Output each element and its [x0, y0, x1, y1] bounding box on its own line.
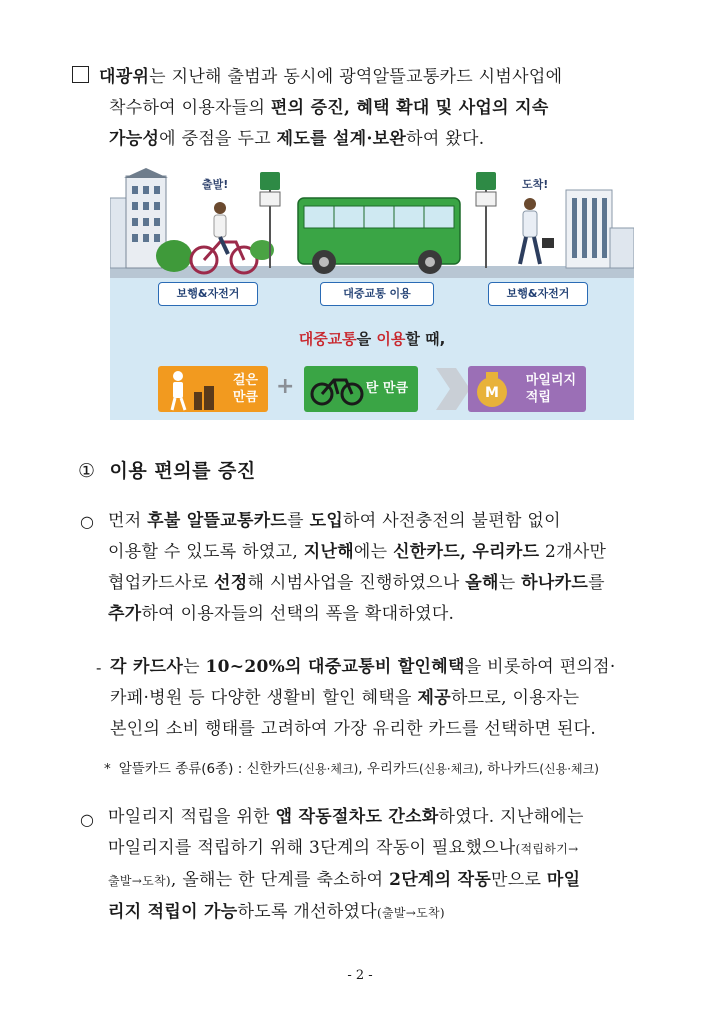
infographic-title: 대중교통을 이용할 때, — [298, 330, 446, 348]
bullet-marker-1: ○ — [80, 512, 94, 531]
dash-paragraph: 각 카드사는 10~20%의 대중교통비 할인혜택을 비롯하여 편의점· 카페·병원 등 다양한 생활비 할인 혜택을 제공하므로, 이용자는 본인의 소비 행태를 고려하여 가장 유리한 카드를 선택하면 된다. — [110, 657, 616, 739]
bullet-marker-2: ○ — [80, 810, 94, 829]
transit-infographic — [110, 168, 634, 420]
coin-bag-icon — [472, 366, 516, 412]
section-heading — [78, 456, 256, 483]
walk-amount-box: 걸은 만큼 — [158, 366, 268, 412]
label-walk-bike-2: 보행&자전거 — [488, 282, 588, 306]
green-bus — [298, 198, 460, 274]
intro-line-2: 착수하여 이용자들의 편의 증진, 혜택 확대 및 사업의 지속 — [109, 98, 549, 118]
square-bullet-icon — [72, 66, 89, 83]
intro-bold-org: 대광위 — [99, 67, 150, 87]
intro-text: 는 지난해 출범과 동시에 광역알뜰교통카드 시범사업에 — [149, 67, 563, 87]
start-tag: 출발! — [202, 178, 229, 191]
bike-amount-box: 탄 만큼 — [304, 366, 418, 412]
bullet-paragraph-2: 마일리지 적립을 위한 앱 작동절차도 간소화하였다. 지난해에는 마일리지를 적립하기 위해 3단계의 작동이 필요했으나(적립하기→ 출발→도착), 올해는 한 단계를 축소하여 2단계의 작동만으로 마일 리지 적립이 가능하도록 개선하였다(출발→도착) — [108, 807, 584, 922]
bullet-paragraph-1: 먼저 후불 알뜰교통카드를 도입하여 사전충전의 불편함 없이 이용할 수 있도록 하였고, 지난해에는 신한카드, 우리카드 2개사만 협업카드사로 선정해 시범사업을 진행하였으나 올해는 하나카드를 추가하여 이용자들의 선택의 폭을 확대하였다. — [108, 511, 607, 624]
intro-line-3: 가능성에 중점을 두고 제도를 설계·보완하여 왔다. — [109, 129, 485, 149]
walking-person-icon — [162, 366, 218, 412]
label-transit: 대중교통 이용 — [320, 282, 434, 306]
section-title: 이용 편의를 증진 — [109, 460, 256, 482]
coin-letter: M — [485, 385, 499, 401]
bicycle-icon — [308, 366, 368, 412]
mileage-box: M 마일리지 적립 — [468, 366, 586, 412]
card-types-note: * 알뜰카드 종류(6종) : 신한카드(신용·체크), 우리카드(신용·체크), 하나카드(신용·체크) — [104, 761, 599, 777]
page-number: - 2 - — [347, 968, 373, 983]
label-walk-bike-1: 보행&자전거 — [158, 282, 258, 306]
section-number: ① — [78, 460, 96, 482]
plus-icon: + — [276, 374, 295, 399]
intro-line-1 — [72, 62, 652, 93]
intro-paragraph — [72, 62, 652, 155]
dash-marker: - — [96, 658, 102, 677]
arrive-tag: 도착! — [522, 178, 549, 191]
